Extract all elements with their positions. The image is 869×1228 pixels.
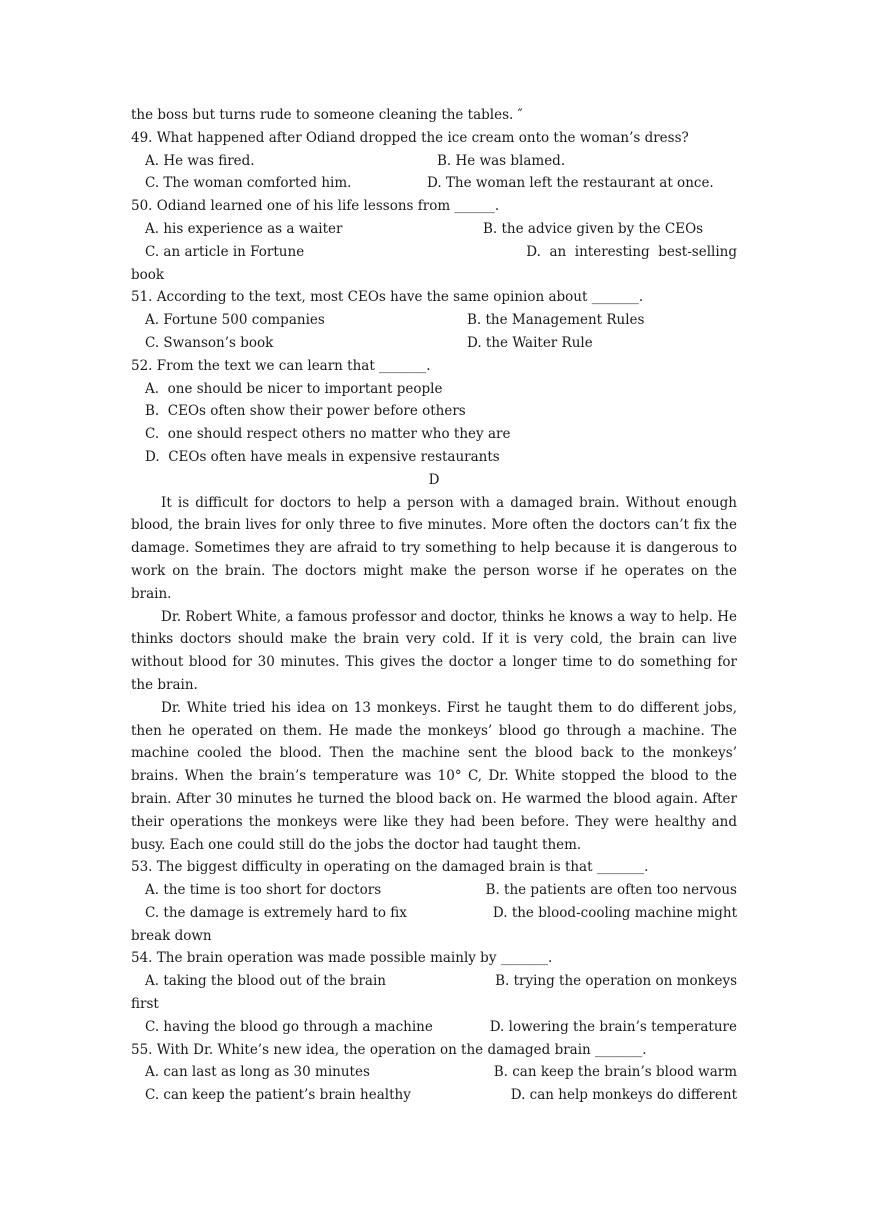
question-52-stem: 52. From the text we can learn that _______. <box>131 357 431 374</box>
option-52-d[interactable]: D. CEOs often have meals in expensive restaurants <box>145 448 500 465</box>
option-55-a[interactable]: A. can last as long as 30 minutes <box>145 1064 370 1081</box>
question-51-stem: 51. According to the text, most CEOs have the same opinion about _______. <box>131 289 644 306</box>
option-53-b[interactable]: B. the patients are often too nervous <box>485 882 737 899</box>
question-55-stem: 55. With Dr. White’s new idea, the operation on the damaged brain _______. <box>131 1041 647 1058</box>
option-51-b[interactable]: B. the Management Rules <box>467 312 645 329</box>
option-49-b[interactable]: B. He was blamed. <box>437 152 566 169</box>
question-53-stem: 53. The biggest difficulty in operating on the damaged brain is that _______. <box>131 859 649 876</box>
option-54-c[interactable]: C. having the blood go through a machine <box>145 1018 433 1035</box>
option-52-a[interactable]: A. one should be nicer to important people <box>145 380 443 397</box>
question-50-options-cd <box>131 241 737 264</box>
option-51-a[interactable]: A. Fortune 500 companies <box>145 312 325 329</box>
question-50-stem: 50. Odiand learned one of his life lessons from ______. <box>131 198 500 215</box>
option-53-c[interactable]: C. the damage is extremely hard to fix <box>145 904 407 921</box>
intro-tail: the boss but turns rude to someone cleaning the tables. ″ <box>131 107 523 123</box>
option-51-c[interactable]: C. Swanson’s book <box>145 334 274 351</box>
question-49-options-ab <box>131 150 737 173</box>
question-55-options-ab <box>131 1061 737 1084</box>
question-49-stem: 49. What happened after Odiand dropped the ice cream onto the woman’s dress? <box>131 129 689 146</box>
option-50-d-continued: book <box>131 266 165 283</box>
question-54-options-cd <box>131 1016 737 1039</box>
section-label: D <box>428 471 440 488</box>
option-54-b[interactable]: B. trying the operation on monkeys <box>495 973 737 990</box>
option-50-b[interactable]: B. the advice given by the CEOs <box>483 220 704 237</box>
question-50-options-ab <box>131 218 737 241</box>
option-54-a[interactable]: A. taking the blood out of the brain <box>145 973 386 990</box>
option-50-c[interactable]: C. an article in Fortune <box>145 243 305 260</box>
option-52-c[interactable]: C. one should respect others no matter who they are <box>145 426 511 443</box>
option-49-d[interactable]: D. The woman left the restaurant at once. <box>427 175 714 192</box>
option-53-a[interactable]: A. the time is too short for doctors <box>145 882 382 899</box>
option-50-d[interactable]: D. an interesting best-selling <box>526 243 737 260</box>
option-54-b-continued: first <box>131 996 159 1013</box>
option-55-d[interactable]: D. can help monkeys do different <box>510 1087 737 1104</box>
option-49-c[interactable]: C. The woman comforted him. <box>145 175 352 192</box>
question-54-options-ab <box>131 970 737 993</box>
option-49-a[interactable]: A. He was fired. <box>145 152 255 169</box>
option-55-c[interactable]: C. can keep the patient’s brain healthy <box>145 1087 411 1104</box>
passage-paragraph-3: Dr. White tried his idea on 13 monkeys. First he taught them to do different jobs, then he operated on them. He made the monkeys’ blood go through a machine. The machine cooled the blood. Then the machine sent the blood back to the monkeys’ brains. When the brain’s temperature was 10° C, Dr. White stopped the blood to the brain. After 30 minutes he turned the blood back on. He warmed the blood again. After their operations the monkeys were like they had been before. They were healthy and busy. Each one could still do the jobs the doctor had taught them. <box>131 699 737 853</box>
option-54-d[interactable]: D. lowering the brain’s temperature <box>489 1018 737 1035</box>
option-52-b[interactable]: B. CEOs often show their power before others <box>145 403 466 420</box>
question-53-options-cd <box>131 902 737 925</box>
question-53-options-ab <box>131 879 737 902</box>
question-49-options-cd <box>131 172 737 195</box>
question-54-stem: 54. The brain operation was made possible mainly by _______. <box>131 950 553 967</box>
option-50-a[interactable]: A. his experience as a waiter <box>145 220 343 237</box>
passage-paragraph-1: It is difficult for doctors to help a person with a damaged brain. Without enough blood, the brain lives for only three to five minutes. More often the doctors can’t fix the damage. Sometimes they are afraid to try something to help because it is dangerous to work on the brain. The doctors might make the person worse if he operates on the brain. <box>131 494 737 602</box>
option-53-d[interactable]: D. the blood-cooling machine might <box>492 904 737 921</box>
option-53-d-continued: break down <box>131 927 212 944</box>
passage-paragraph-2: Dr. Robert White, a famous professor and doctor, thinks he knows a way to help. He thinks doctors should make the brain very cold. If it is very cold, the brain can live without blood for 30 minutes. This gives the doctor a longer time to do something for the brain. <box>131 608 737 693</box>
exam-page <box>131 104 737 1107</box>
option-55-b[interactable]: B. can keep the brain’s blood warm <box>493 1064 737 1081</box>
question-51-options-cd <box>131 332 737 355</box>
option-51-d[interactable]: D. the Waiter Rule <box>467 334 593 351</box>
question-51-options-ab <box>131 309 737 332</box>
question-55-options-cd <box>131 1084 737 1107</box>
